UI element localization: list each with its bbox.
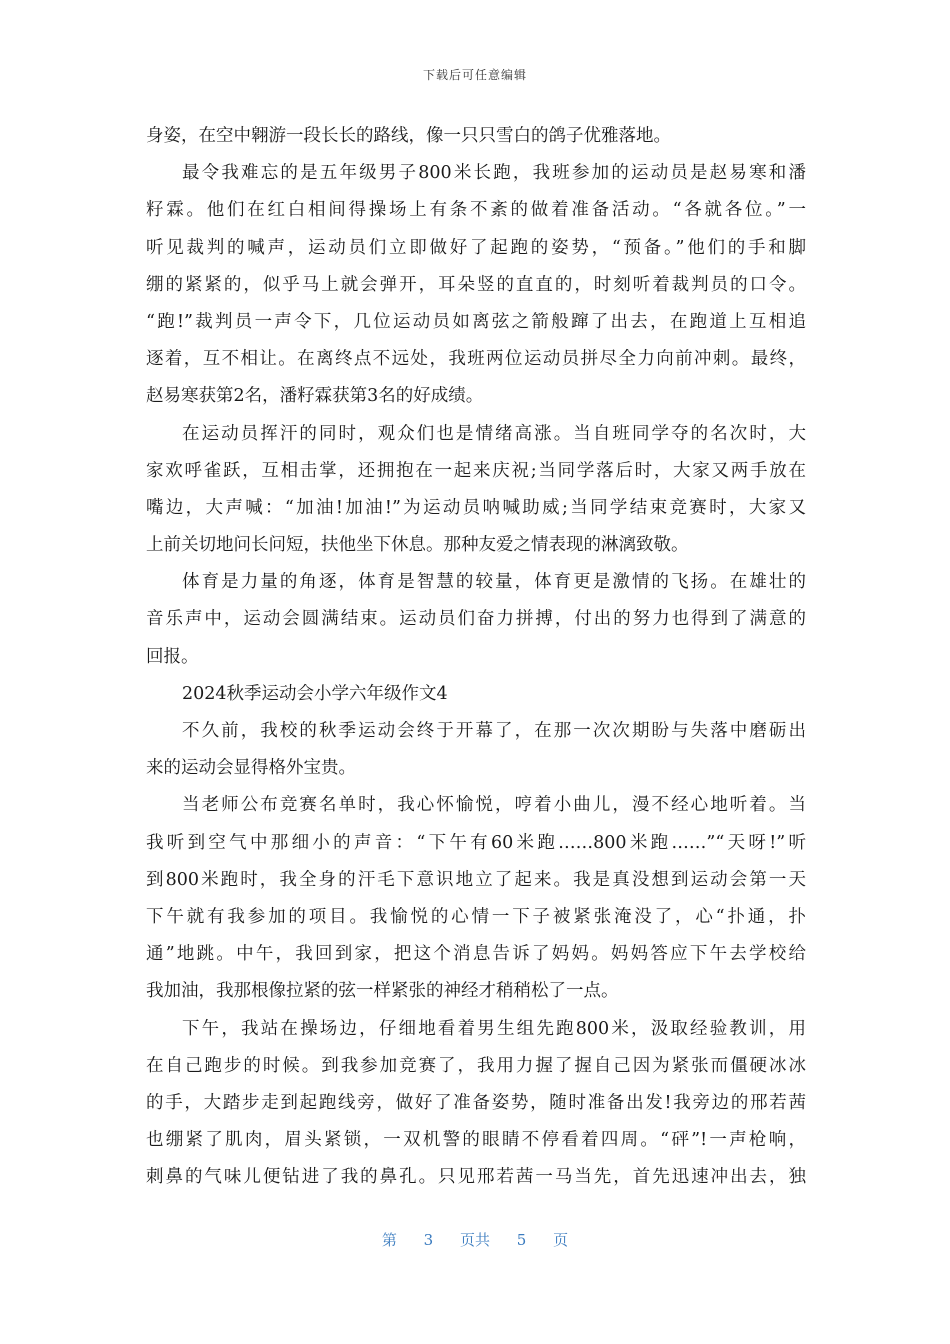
text-line: 来的运动会显得格外宝贵。 bbox=[146, 758, 356, 779]
text-line: 我加油，我那根像拉紧的弦一样紧张的神经才稍稍松了一点。 bbox=[146, 981, 619, 1002]
text-line: 绷的紧紧的，似乎马上就会弹开，耳朵竖的直直的，时刻听着裁判员的口令。 bbox=[146, 274, 806, 295]
text-line: 上前关切地问长问短，扶他坐下休息。那种友爱之情表现的淋漓致敬。 bbox=[146, 535, 689, 556]
text-line: 音乐声中，运动会圆满结束。运动员们奋力拼搏，付出的努力也得到了满意的 bbox=[146, 609, 806, 630]
text-line: 最令我难忘的是五年级男子800米长跑，我班参加的运动员是赵易寒和潘 bbox=[182, 163, 806, 184]
text-line: 嘴边，大声喊：“加油!加油!”为运动员呐喊助威;当同学结束竞赛时，大家又 bbox=[146, 497, 806, 518]
footer-total-pages: 5 bbox=[516, 1231, 527, 1249]
text-line: 我听到空气中那细小的声音：“下午有60米跑……800米跑……”“天呀!”听 bbox=[146, 832, 806, 853]
text-line: 籽霖。他们在红白相间得操场上有条不紊的做着准备活动。“各就各位。”一 bbox=[146, 200, 806, 221]
text-line: 到800米跑时，我全身的汗毛下意识地立了起来。我是真没想到运动会第一天 bbox=[146, 869, 806, 890]
footer-page-number: 3 bbox=[423, 1231, 434, 1249]
text-line: 身姿，在空中翱游一段长长的路线，像一只只雪白的鸽子优雅落地。 bbox=[146, 126, 671, 146]
text-line: 下午就有我参加的项目。我愉悦的心情一下子被紧张淹没了，心“扑通，扑 bbox=[146, 906, 806, 927]
header-note: 下载后可任意编辑 bbox=[422, 68, 527, 82]
text-line: 逐着，互不相让。在离终点不远处，我班两位运动员拼尽全力向前冲刺。最终， bbox=[146, 349, 806, 370]
text-line: 的手，大踏步走到起跑线旁，做好了准备姿势，随时准备出发!我旁边的邢若茜 bbox=[146, 1092, 806, 1113]
text-line: 通”地跳。中午，我回到家，把这个消息告诉了妈妈。妈妈答应下午去学校给 bbox=[146, 944, 806, 965]
text-line: 在运动员挥汗的同时，观众们也是情绪高涨。当自班同学夺的名次时，大 bbox=[182, 423, 806, 444]
text-line: 在自己跑步的时候。到我参加竞赛了，我用力握了握自己因为紧张而僵硬冰冰 bbox=[146, 1055, 806, 1076]
text-line: 回报。 bbox=[146, 646, 199, 667]
text-line: 家欢呼雀跃，互相击掌，还拥抱在一起来庆祝;当同学落后时，大家又两手放在 bbox=[146, 460, 806, 481]
footer-prefix: 第 bbox=[381, 1231, 397, 1249]
document-body bbox=[146, 118, 806, 1196]
text-line: 2024秋季运动会小学六年级作文4 bbox=[182, 683, 448, 704]
text-line: 不久前，我校的秋季运动会终于开幕了，在那一次次期盼与失落中磨砺出 bbox=[182, 721, 806, 741]
text-line: “跑!”裁判员一声令下，几位运动员如离弦之箭般蹿了出去，在跑道上互相追 bbox=[146, 311, 806, 332]
page-footer bbox=[0, 1229, 950, 1250]
text-line: 刺鼻的气味儿便钻进了我的鼻孔。只见邢若茜一马当先，首先迅速冲出去，独 bbox=[146, 1167, 806, 1188]
text-line: 赵易寒获第2名，潘籽霖获第3名的好成绩。 bbox=[146, 386, 484, 407]
text-line: 听见裁判的喊声，运动员们立即做好了起跑的姿势，“预备。”他们的手和脚 bbox=[146, 237, 806, 258]
footer-suffix: 页 bbox=[553, 1231, 569, 1249]
text-line: 体育是力量的角逐，体育是智慧的较量，体育更是激情的飞扬。在雄壮的 bbox=[182, 572, 806, 593]
text-line: 当老师公布竞赛名单时，我心怀愉悦，哼着小曲儿，漫不经心地听着。当 bbox=[182, 795, 806, 816]
footer-mid: 页共 bbox=[459, 1231, 490, 1249]
text-line: 也绷紧了肌肉，眉头紧锁，一双机警的眼睛不停看着四周。“砰”!一声枪响， bbox=[146, 1130, 806, 1151]
text-line: 下午，我站在操场边，仔细地看着男生组先跑800米，汲取经验教训，用 bbox=[182, 1018, 806, 1039]
